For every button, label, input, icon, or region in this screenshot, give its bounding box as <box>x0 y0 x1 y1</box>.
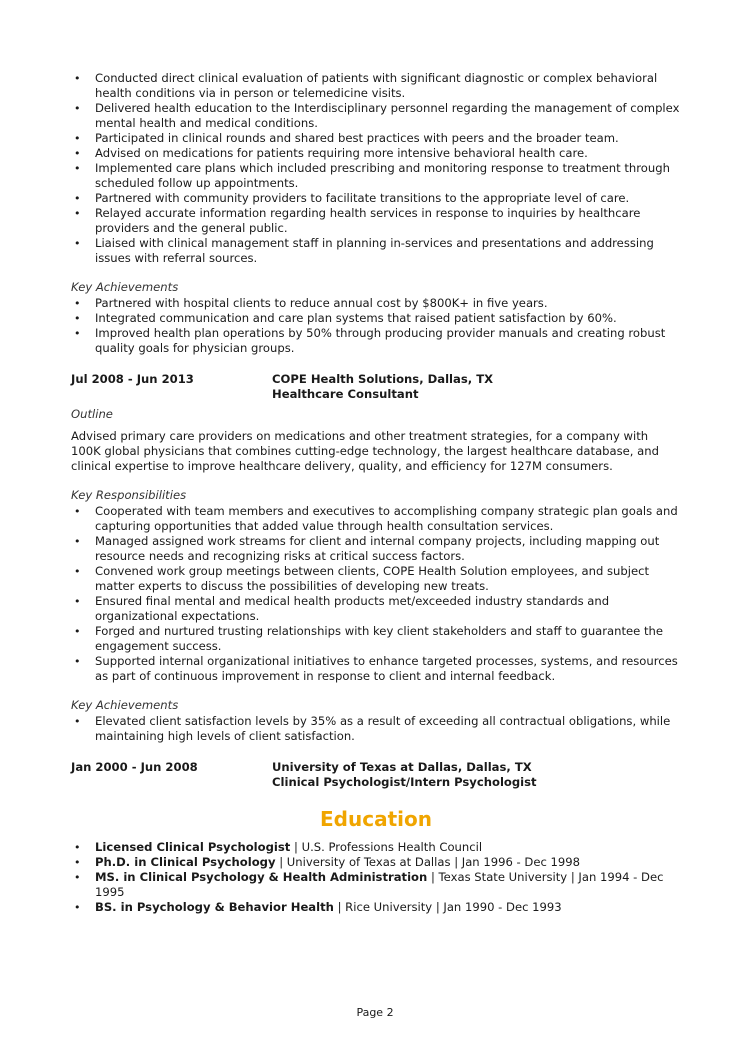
job-header <box>71 372 681 402</box>
list-item: • Implemented care plans which included prescribing and monitoring response to treatment through scheduled follow up appointments. <box>71 161 681 191</box>
education-item <box>71 900 681 915</box>
outline-text: Advised primary care providers on medications and other treatment strategies, for a company with 100K global physicians that combines cutting-edge technology, the largest healthcare database, and clinical expertise to improve healthcare delivery, quality, and efficiency for 127M consumers. <box>71 429 659 473</box>
education-list <box>71 840 681 915</box>
list-item: • Relayed accurate information regarding health services in response to inquiries by healthcare providers and the general public. <box>71 206 681 236</box>
job-dates: Jan 2000 - Jun 2008 <box>71 760 198 774</box>
degree-details: | Rice University | Jan 1990 - Dec 1993 <box>333 900 562 914</box>
job-header <box>71 760 681 790</box>
responsibilities-list <box>71 504 681 684</box>
list-item: • Conducted direct clinical evaluation of patients with significant diagnostic or complex behavioral health conditions via in person or telemedicine visits. <box>71 71 681 101</box>
key-responsibilities-label: Key Responsibilities <box>71 488 187 502</box>
list-item: • Elevated client satisfaction levels by 35% as a result of exceeding all contractual obligations, while maintaining high levels of client satisfaction. <box>71 714 681 744</box>
list-item: • Advised on medications for patients requiring more intensive behavioral health care. <box>71 146 681 161</box>
education-item <box>71 840 681 855</box>
list-item: • Partnered with hospital clients to reduce annual cost by $800K+ in five years. <box>71 296 681 311</box>
key-achievements-label: Key Achievements <box>71 698 179 712</box>
list-item: • Forged and nurtured trusting relationships with key client stakeholders and staff to guarantee the engagement success. <box>71 624 681 654</box>
education-heading: Education <box>320 807 432 831</box>
list-item: • Supported internal organizational initiatives to enhance targeted processes, systems, and resources as part of continuous improvement in response to client and internal feedback. <box>71 654 681 684</box>
list-item: • Cooperated with team members and executives to accomplishing company strategic plan goals and capturing opportunities that added value through health consultation services. <box>71 504 681 534</box>
achievements-list <box>71 714 681 744</box>
job-details <box>272 372 493 402</box>
job-company: University of Texas at Dallas, Dallas, TX <box>272 760 532 774</box>
list-item: • Participated in clinical rounds and shared best practices with peers and the broader team. <box>71 131 681 146</box>
responsibilities-list <box>71 71 681 266</box>
achievements-list <box>71 296 681 356</box>
list-item: • Improved health plan operations by 50% through producing provider manuals and creating robust quality goals for physician groups. <box>71 326 681 356</box>
list-item: • Managed assigned work streams for client and internal company projects, including mapping out resource needs and recognizing risks at critical success factors. <box>71 534 681 564</box>
degree-name: Licensed Clinical Psychologist <box>95 840 291 854</box>
resume-content <box>71 71 681 915</box>
degree-name: MS. in Clinical Psychology & Health Administration <box>95 870 428 884</box>
list-item: • Integrated communication and care plan systems that raised patient satisfaction by 60%. <box>71 311 681 326</box>
job-dates: Jul 2008 - Jun 2013 <box>71 372 194 386</box>
education-item <box>71 855 681 870</box>
education-item <box>71 870 681 900</box>
list-item: • Partnered with community providers to facilitate transitions to the appropriate level of care. <box>71 191 681 206</box>
degree-details: | University of Texas at Dallas | Jan 1996 - Dec 1998 <box>275 855 581 869</box>
list-item: • Delivered health education to the Interdisciplinary personnel regarding the management of complex mental health and medical conditions. <box>71 101 681 131</box>
job-details <box>272 760 537 790</box>
list-item: • Liaised with clinical management staff in planning in-services and presentations and addressing issues with referral sources. <box>71 236 681 266</box>
list-item: • Convened work group meetings between clients, COPE Health Solution employees, and subject matter experts to discuss the possibilities of developing new treats. <box>71 564 681 594</box>
page-number: Page 2 <box>356 1006 394 1019</box>
degree-name: Ph.D. in Clinical Psychology <box>95 855 276 869</box>
degree-details: | U.S. Professions Health Council <box>290 840 483 854</box>
degree-details: | Texas State University | Jan 1994 - Dec 1995 <box>95 870 664 899</box>
list-item: • Ensured final mental and medical health products met/exceeded industry standards and organizational expectations. <box>71 594 681 624</box>
job-title: Healthcare Consultant <box>272 387 419 401</box>
outline-label: Outline <box>71 407 113 421</box>
degree-name: BS. in Psychology & Behavior Health <box>95 900 334 914</box>
key-achievements-label: Key Achievements <box>71 280 179 294</box>
job-company: COPE Health Solutions, Dallas, TX <box>272 372 494 386</box>
job-title: Clinical Psychologist/Intern Psychologist <box>272 775 537 789</box>
